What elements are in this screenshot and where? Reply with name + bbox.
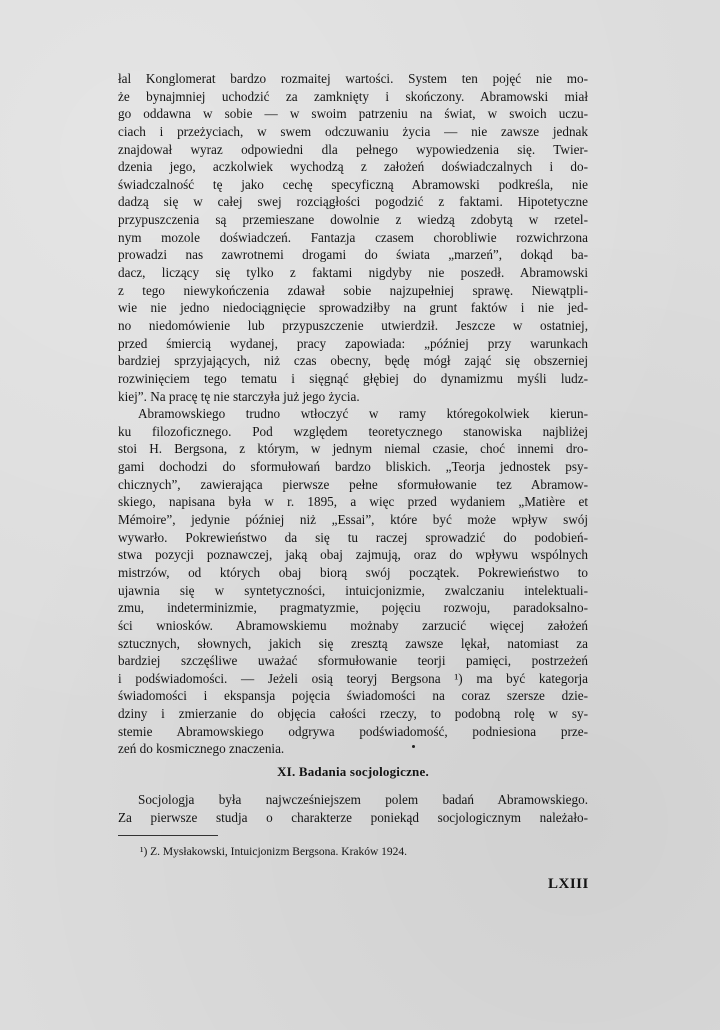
footnote-divider (118, 835, 218, 836)
text-line: ści wniosków. Abramowskiemu możnaby zarzucić więcej założeń (118, 617, 588, 633)
main-text (118, 70, 588, 758)
section-heading: XI. Badania socjologiczne. (277, 764, 429, 779)
text-line: go oddawna w sobie — w swoim patrzeniu na świat, w swoich uczu- (118, 106, 588, 122)
text-line: wywarło. Pokrewieństwo da się tu raczej sprowadzić do podobień- (118, 529, 588, 545)
text-line: z tego niewykończenia zdawał sobie najzupełniej sprawę. Niewątpli- (118, 282, 588, 298)
text-line: kiej”. Na pracę tę nie starczyła już jego życia. (118, 388, 360, 404)
text-line: stwa pozycji poznawczej, jaką obaj zajmują, oraz do wpływu wspólnych (118, 547, 588, 563)
text-line: dadzą się w całej swej rozciągłości pogodzić z faktami. Hipotetyczne (118, 194, 588, 210)
text-line: bardziej sprzyjających, niż czas obecny, będę mógł zająć się obszerniej (118, 353, 588, 369)
text-line: ku filozoficznego. Pod względem teoretycznego stanowiska najbliżej (118, 423, 588, 439)
text-line: dzenia jego, aczkolwiek wychodzą z założeń doświadczalnych i do- (118, 159, 588, 175)
text-line: dacz, liczący się tylko z faktami nigdyby nie poszedł. Abramowski (118, 265, 588, 281)
text-line: mistrzów, od których obaj biorą swój początek. Pokrewieństwo to (118, 564, 588, 580)
text-line: ujawnia się w syntetyczności, intuicjonizmie, zwalczaniu intelektuali- (118, 582, 588, 598)
text-line: bardziej szczęśliwe uważać sformułowanie teorji pamięci, postrzeżeń (118, 653, 588, 669)
text-line: nym mozole doświadczeń. Fantazja czasem chorobliwie rozwichrzona (118, 229, 588, 245)
text-line: rozwinięciem tego tematu i sięgnąć głębiej do dynamizmu myśli ludz- (118, 370, 588, 386)
text-line: Za pierwsze studja o charakterze poniekąd socjologicznym należało- (118, 810, 588, 825)
text-line: stemie Abramowskiego odgrywa podświadomość, podniesiona prze- (118, 723, 588, 739)
text-line: łal Konglomerat bardzo rozmaitej wartości. System ten pojęć nie mo- (118, 71, 588, 86)
text-line: świadomości i ekspansja pojęcia świadomości na coraz szersze dzie- (118, 688, 588, 704)
text-line: przed śmiercią wydanej, pracy zapowiada: „później przy warunkach (118, 335, 588, 351)
section-text (118, 791, 588, 827)
page-number: LXIII (548, 876, 589, 892)
text-line: przypuszczenia są przemieszane dowolnie z wiedzą zdobytą w rzetel- (118, 212, 588, 228)
text-line: sztucznych, słownych, jakich się zresztą zawsze lękał, natomiast za (118, 635, 588, 651)
text-line: znajdował wyraz odpowiedni dla pełnego wypowiedzenia się. Twier- (118, 141, 588, 157)
text-line: ciach i przeżyciach, w swem odczuwaniu życia — nie zawsze jednak (118, 123, 588, 139)
text-line: chicznych”, zawierająca pierwsze pełne sformułowanie tez Abramow- (118, 476, 588, 492)
text-line: dziny i zmierzanie do objęcia całości rzeczy, to podobną rolę w sy- (118, 706, 588, 722)
text-line: prowadzi nas zawrotnemi drogami do świata „marzeń”, dokąd ba- (118, 247, 588, 263)
footnote: ¹) Z. Mysłakowski, Intuicjonizm Bergsona. Kraków 1924. (140, 846, 408, 858)
text-line: skiego, napisana była w r. 1895, a więc przed wydaniem „Matière et (118, 494, 588, 510)
text-line: gami dochodzi do sformułowań bardzo bliskich. „Teorja jednostek psy- (118, 459, 588, 475)
text-line: zeń do kosmicznego znaczenia. (118, 741, 285, 757)
text-line: że bynajmniej uchodzić za zamknięty i skończony. Abramowski miał (118, 88, 588, 104)
text-line: Mémoire”, jedynie później niż „Essai”, które być może wpływ swój (118, 512, 588, 528)
print-dot (412, 745, 415, 748)
text-line: wie nie jedno niedociągnięcie sprowadziłby na grunt faktów i nie jed- (118, 300, 588, 316)
text-line: no niedomówienie lub przypuszczenie utwierdził. Jeszcze w ostatniej, (118, 317, 588, 333)
text-line: świadczalność tę jako cechę specyficzną Abramowski podkreśla, nie (118, 176, 588, 192)
text-line: stoi H. Bergsona, z którym, w jednym niemal czasie, choć innemi dro- (118, 441, 588, 457)
text-line: Socjologja była najwcześniejszem polem badań Abramowskiego. (138, 792, 588, 807)
text-line: Abramowskiego trudno wtłoczyć w ramy któregokolwiek kierun- (138, 406, 588, 422)
text-line: i podświadomości. — Jeżeli osią teoryj Bergsona ¹) ma być kategorja (118, 670, 588, 686)
text-line: zmu, indeterminizmie, pragmatyzmie, pojęciu rozwoju, paradoksalno- (118, 600, 588, 616)
